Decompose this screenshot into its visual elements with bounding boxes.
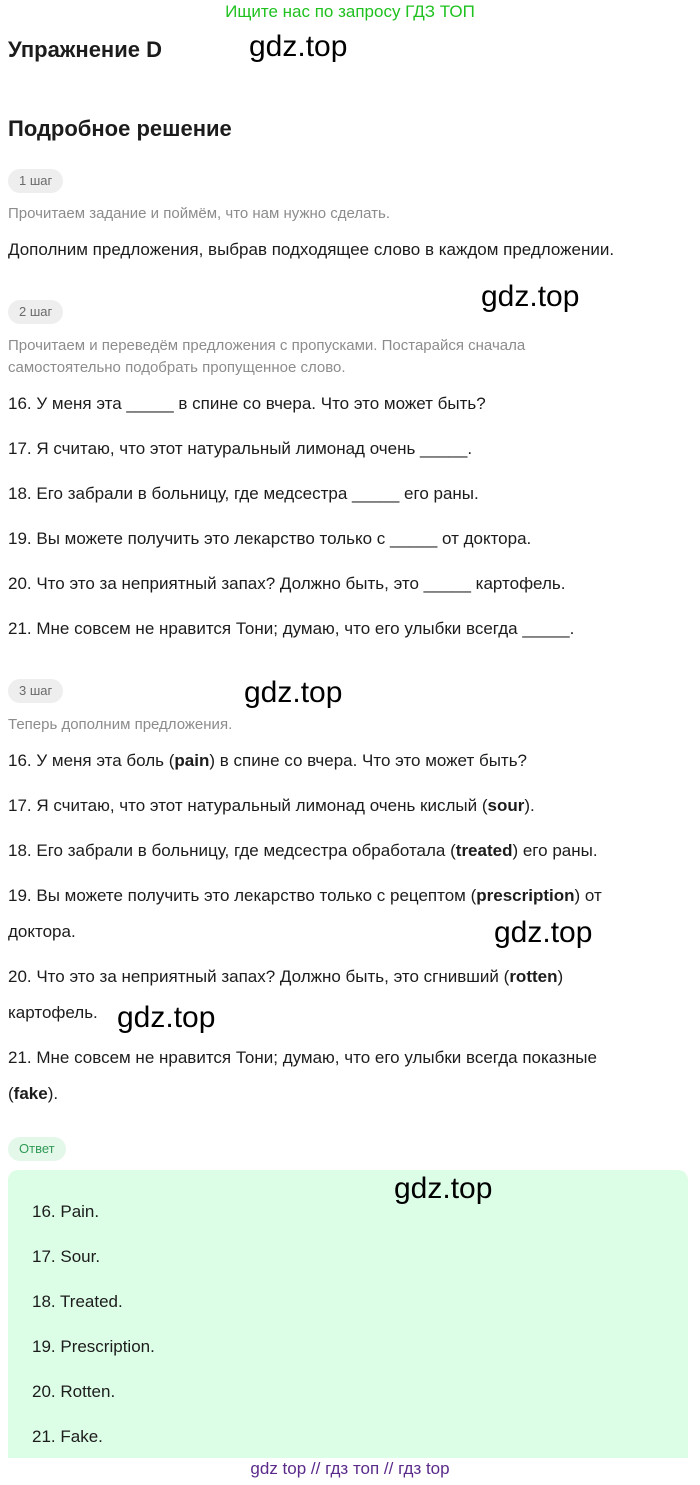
answer-word: sour	[487, 796, 525, 815]
step-3-hint: Теперь дополним предложения.	[8, 716, 233, 733]
gap-sentence: 19. Вы можете получить это лекарство только с _____ от доктора.	[8, 529, 532, 548]
answer-word: fake	[13, 1084, 48, 1103]
step-1-badge: 1 шаг	[8, 169, 63, 193]
answer-word: rotten	[509, 967, 558, 986]
watermark: gdz.top	[249, 30, 348, 63]
step-3-badge: 3 шаг	[8, 679, 63, 703]
filled-sentence-continued: (fake).	[8, 1084, 59, 1103]
gap-sentence: 21. Мне совсем не нравится Тони; думаю, что его улыбки всегда _____.	[8, 619, 575, 638]
watermark: gdz.top	[244, 676, 343, 709]
answer-badge: Ответ	[8, 1137, 66, 1161]
gap-sentence: 20. Что это за неприятный запах? Должно быть, это _____ картофель.	[8, 574, 566, 593]
step-2-hint-line2: самостоятельно подобрать пропущенное слово.	[8, 359, 346, 376]
answer-item: 19. Prescription.	[32, 1337, 155, 1356]
answer-word: prescription	[476, 886, 575, 905]
solution-title: Подробное решение	[8, 116, 232, 141]
filled-sentence: 16. У меня эта боль (pain) в спине со вчера. Что это может быть?	[8, 751, 528, 770]
gap-sentence: 17. Я считаю, что этот натуральный лимонад очень _____.	[8, 439, 473, 458]
answer-item: 18. Treated.	[32, 1292, 123, 1311]
answer-item: 16. Pain.	[32, 1202, 100, 1221]
gap-sentence: 18. Его забрали в больницу, где медсестра _____ его раны.	[8, 484, 479, 503]
filled-sentence: 18. Его забрали в больницу, где медсестра обработала (treated) его раны.	[8, 841, 598, 860]
watermark: gdz.top	[481, 280, 580, 313]
filled-sentence: 21. Мне совсем не нравится Тони; думаю, что его улыбки всегда показные	[8, 1048, 597, 1067]
answer-item: 21. Fake.	[32, 1427, 103, 1446]
search-banner: Ищите нас по запросу ГДЗ ТОП	[225, 2, 475, 21]
step-1-hint: Прочитаем задание и поймём, что нам нужно сделать.	[8, 205, 391, 222]
filled-sentence: 19. Вы можете получить это лекарство только с рецептом (prescription) от	[8, 886, 602, 905]
answer-item: 17. Sour.	[32, 1247, 101, 1266]
step-2-badge: 2 шаг	[8, 300, 63, 324]
watermark: gdz.top	[117, 1001, 216, 1034]
answer-box	[8, 1170, 688, 1458]
answer-word: pain	[174, 751, 210, 770]
exercise-title: Упражнение D	[8, 37, 162, 62]
step-1-text: Дополним предложения, выбрав подходящее слово в каждом предложении.	[8, 240, 615, 259]
answer-item: 20. Rotten.	[32, 1382, 116, 1401]
gap-sentence: 16. У меня эта _____ в спине со вчера. Что это может быть?	[8, 394, 486, 413]
filled-sentence: 20. Что это за неприятный запах? Должно быть, это сгнивший (rotten)	[8, 967, 564, 986]
filled-sentence: 17. Я считаю, что этот натуральный лимонад очень кислый (sour).	[8, 796, 535, 815]
watermark: gdz.top	[394, 1172, 493, 1205]
filled-sentence-continued: картофель.	[8, 1003, 98, 1022]
footer-links[interactable]: gdz top // гдз топ // гдз top	[250, 1459, 450, 1478]
answer-word: treated	[455, 841, 513, 860]
step-2-hint-line1: Прочитаем и переведём предложения с пропусками. Постарайся сначала	[8, 337, 526, 354]
watermark: gdz.top	[494, 916, 593, 949]
filled-sentence-continued: доктора.	[8, 922, 76, 941]
